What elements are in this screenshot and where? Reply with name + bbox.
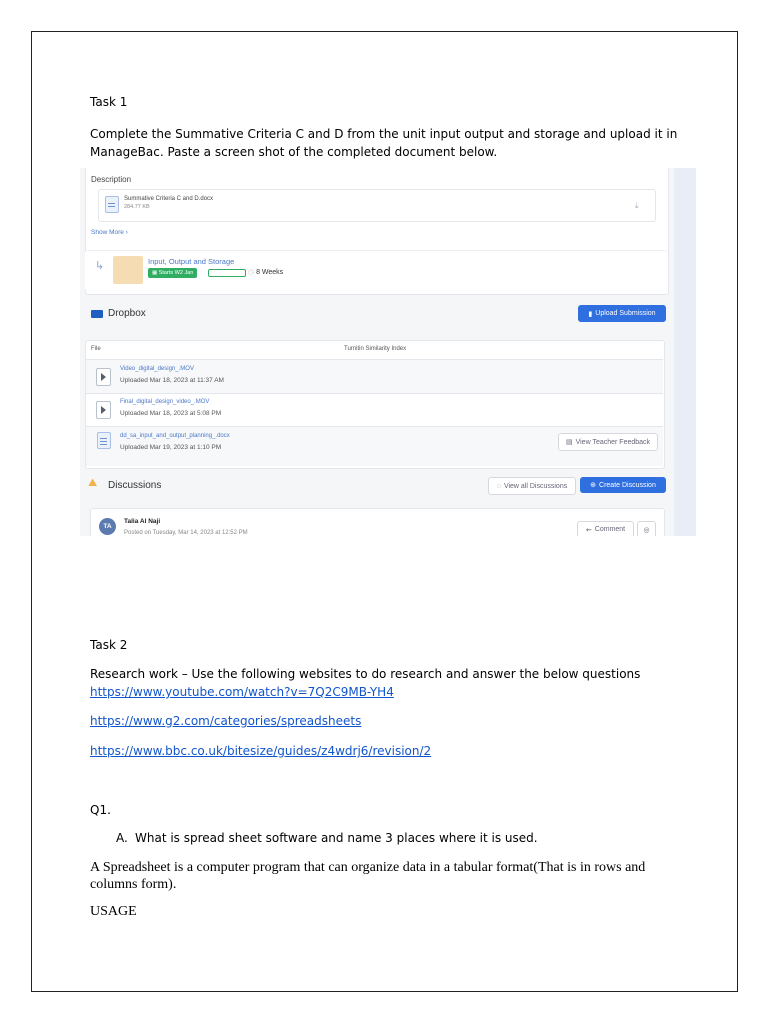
view-teacher-feedback-label: View Teacher Feedback	[575, 438, 651, 446]
document-icon	[105, 196, 119, 213]
file-name-link[interactable]: Video_digital_design_.MOV	[120, 366, 194, 372]
youtube-link[interactable]: https://www.youtube.com/watch?v=7Q2C9MB-YH4	[90, 685, 394, 699]
post-date: Posted on Tuesday, Mar 14, 2023 at 12:52 PM	[124, 530, 248, 536]
description-title: Description	[91, 175, 132, 184]
file-uploaded-date: Uploaded Mar 18, 2023 at 5:08 PM	[120, 410, 222, 417]
task2-heading: Task 2	[90, 638, 128, 652]
settings-icon[interactable]: ◎	[637, 521, 656, 536]
column-header-file: File	[91, 346, 101, 352]
view-all-discussions-button[interactable]	[488, 477, 576, 495]
unit-start-label: Starts W2 Jan	[158, 270, 194, 276]
discussions-icon: ⛰	[88, 477, 98, 489]
plus-circle-icon: ⊕	[590, 482, 597, 489]
usage-label: USAGE	[90, 904, 137, 919]
q1-item-text: What is spread sheet software and name 3 places where it is used.	[135, 831, 538, 845]
g2-link[interactable]: https://www.g2.com/categories/spreadsheets	[90, 714, 362, 728]
file-name-link[interactable]: Final_digital_design_video_.MOV	[120, 399, 210, 405]
attachment-file-name[interactable]: Summative Criteria C and D.docx	[124, 196, 214, 202]
q1-item-marker: A.	[116, 831, 128, 845]
unit-duration-label: 8 Weeks	[256, 269, 284, 276]
attachment-file-size: 284.77 KB	[124, 204, 150, 210]
download-icon[interactable]: ⤓	[635, 201, 639, 210]
show-more-link[interactable]: Show More ›	[91, 229, 128, 236]
unit-progress-bar	[208, 269, 246, 277]
file-uploaded-date: Uploaded Mar 18, 2023 at 11:37 AM	[120, 377, 224, 384]
chat-icon: ◌	[496, 482, 501, 490]
task1-instructions-line2: ManageBac. Paste a screen shot of the completed document below.	[90, 145, 498, 159]
view-teacher-feedback-button[interactable]	[558, 433, 658, 451]
screenshot-right-sidebar	[674, 168, 696, 536]
upload-icon: ▮	[588, 310, 593, 318]
bbc-link[interactable]: https://www.bbc.co.uk/bitesize/guides/z4wdrj6/revision/2	[90, 744, 432, 758]
column-header-turnitin: Turnitin Similarity Index	[344, 346, 407, 352]
feedback-icon: ▤	[565, 439, 573, 446]
view-all-discussions-label: View all Discussions	[503, 482, 568, 490]
unit-title-link[interactable]: Input, Output and Storage	[148, 257, 235, 266]
unit-thumbnail	[113, 256, 143, 284]
create-discussion-label: Create Discussion	[599, 481, 656, 489]
comment-label: Comment	[594, 526, 626, 533]
document-icon	[97, 432, 111, 449]
unit-duration	[248, 268, 283, 276]
reply-icon: ⇜	[585, 526, 592, 534]
clock-icon: ◷	[248, 269, 257, 276]
attachment-row[interactable]	[98, 189, 656, 222]
video-file-icon	[96, 368, 111, 386]
discussions-title: Discussions	[108, 480, 162, 491]
managebac-screenshot	[80, 168, 696, 536]
dropbox-title: Dropbox	[108, 308, 146, 319]
file-uploaded-date: Uploaded Mar 19, 2023 at 1:10 PM	[120, 444, 222, 451]
folder-icon	[91, 310, 103, 318]
q1-answer: A Spreadsheet is a computer program that can organize data in a tabular format(That is in rows and columns form).	[90, 860, 646, 892]
unit-start-badge	[148, 268, 197, 278]
nested-arrow-icon: ↳	[95, 260, 105, 272]
upload-submission-label: Upload Submission	[595, 310, 656, 317]
post-author: Talia Al Naji	[124, 518, 161, 525]
create-discussion-button[interactable]	[580, 477, 666, 493]
file-name-link[interactable]: dd_sa_input_and_output_planning_.docx	[120, 433, 230, 439]
avatar: TA	[99, 518, 116, 535]
video-file-icon	[96, 401, 111, 419]
task2-intro: Research work – Use the following websites to do research and answer the below questions	[90, 667, 641, 681]
calendar-icon: ▦	[152, 270, 159, 276]
upload-submission-button[interactable]	[578, 305, 666, 322]
task1-heading: Task 1	[90, 95, 128, 109]
task1-instructions-line1: Complete the Summative Criteria C and D from the unit input output and storage and upload it in	[90, 127, 678, 141]
q1-label: Q1.	[90, 803, 111, 817]
comment-button[interactable]	[577, 521, 634, 536]
